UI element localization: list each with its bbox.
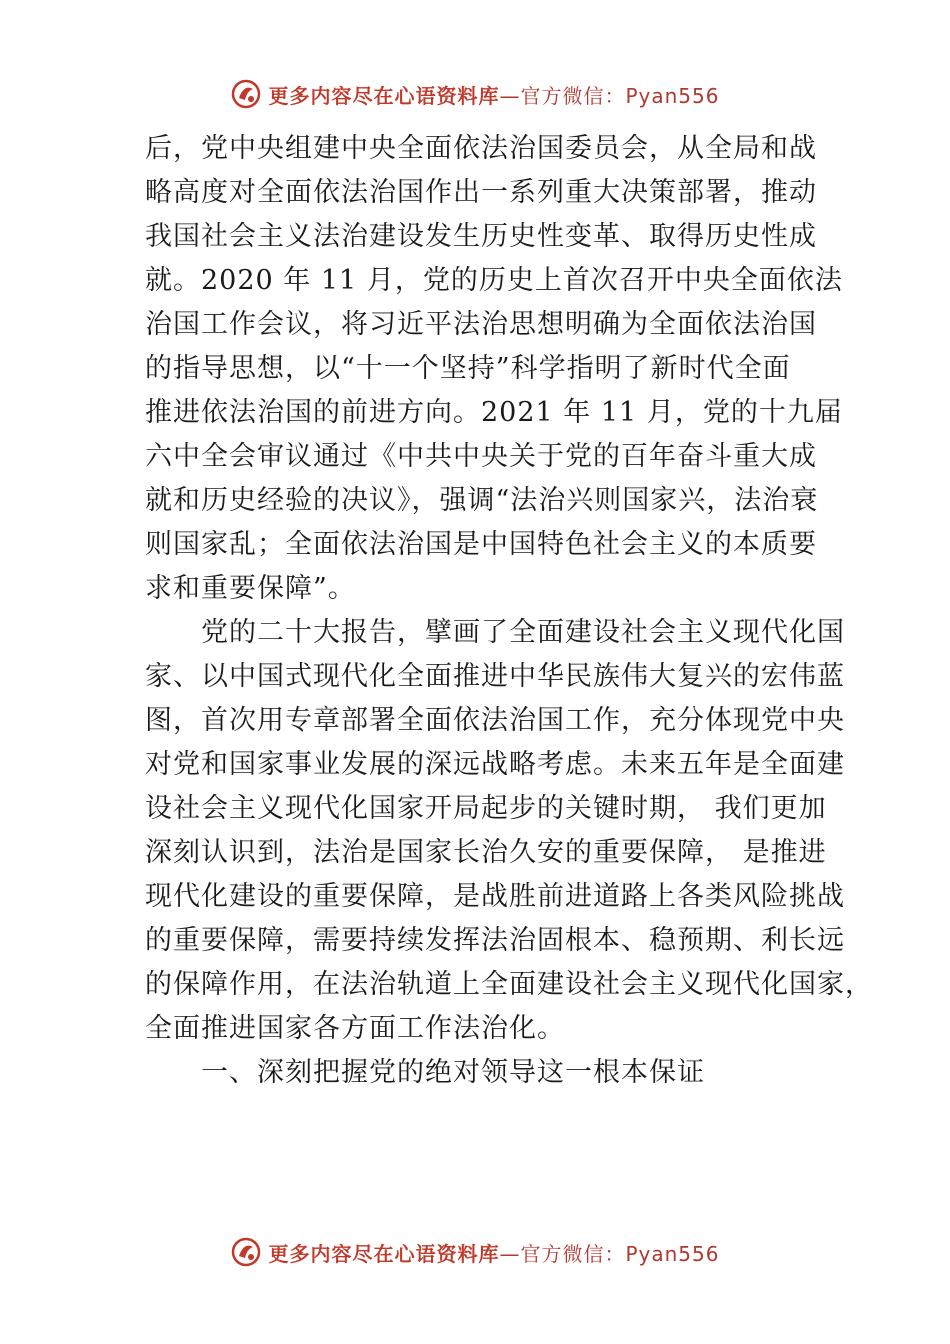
- body-line: 略高度对全面依法治国作出一系列重大决策部署，推动: [145, 177, 817, 208]
- watermark-sub: —官方微信：Pyan556: [499, 1241, 720, 1266]
- brand-logo-icon: [230, 78, 262, 110]
- body-line: 则国家乱；全面依法治国是中国特色社会主义的本质要: [145, 529, 817, 560]
- watermark-main: 更多内容尽在心语资料库: [268, 1241, 500, 1266]
- paragraph-start-line: 党的二十大报告，擘画了全面建设社会主义现代化国: [201, 617, 845, 648]
- section-heading: 一、深刻把握党的绝对领导这一根本保证: [201, 1057, 705, 1088]
- watermark-sub: —官方微信：Pyan556: [499, 83, 720, 108]
- body-line: 求和重要保障”。: [145, 573, 356, 604]
- watermark-header: [0, 72, 950, 116]
- body-line: 就。2020 年 11 月，党的历史上首次召开中央全面依法: [145, 265, 843, 296]
- body-line: 六中全会审议通过《中共中央关于党的百年奋斗重大成: [145, 441, 817, 472]
- body-line: 深刻认识到，法治是国家长治久安的重要保障， 是推进: [145, 837, 827, 868]
- watermark-text: [268, 1238, 719, 1267]
- body-line: 的指导思想，以“十一个坚持”科学指明了新时代全面: [145, 353, 791, 384]
- body-line: 图，首次用专章部署全面依法治国工作，充分体现党中央: [145, 705, 845, 736]
- body-line: 就和历史经验的决议》，强调“法治兴则国家兴，法治衰: [145, 485, 819, 516]
- brand-logo-icon: [230, 1236, 262, 1268]
- watermark-text: [268, 80, 719, 109]
- body-line: 的重要保障，需要持续发挥法治固根本、稳预期、利长远: [145, 925, 845, 956]
- body-line: 的保障作用，在法治轨道上全面建设社会主义现代化国家，: [145, 969, 873, 1000]
- body-line: 家、以中国式现代化全面推进中华民族伟大复兴的宏伟蓝: [145, 661, 845, 692]
- body-line: 全面推进国家各方面工作法治化。: [145, 1013, 565, 1044]
- body-line: 对党和国家事业发展的深远战略考虑。未来五年是全面建: [145, 749, 845, 780]
- body-line: 现代化建设的重要保障，是战胜前进道路上各类风险挑战: [145, 881, 845, 912]
- watermark-footer: [0, 1230, 950, 1274]
- body-line: 后，党中央组建中央全面依法治国委员会，从全局和战: [145, 133, 817, 164]
- body-line: 设社会主义现代化国家开局起步的关键时期， 我们更加: [145, 793, 827, 824]
- body-line: 我国社会主义法治建设发生历史性变革、取得历史性成: [145, 221, 817, 252]
- watermark-main: 更多内容尽在心语资料库: [268, 83, 500, 108]
- body-line: 治国工作会议，将习近平法治思想明确为全面依法治国: [145, 309, 817, 340]
- body-line: 推进依法治国的前进方向。2021 年 11 月，党的十九届: [145, 397, 843, 428]
- document-body: [145, 127, 873, 1095]
